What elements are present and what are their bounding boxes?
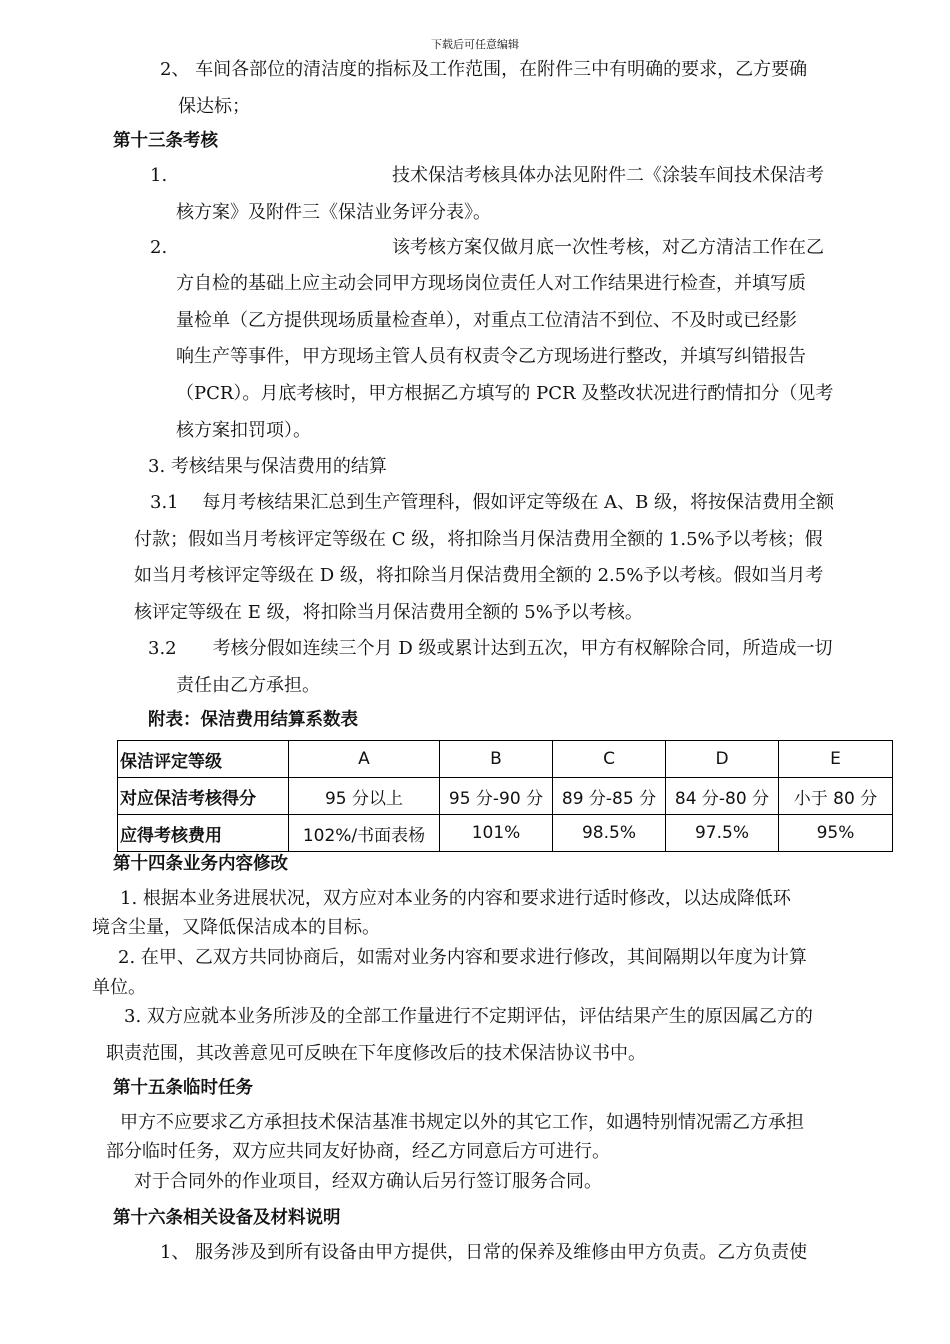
section-heading: 第十五条临时任务 [113, 1078, 253, 1098]
text-line: 该考核方案仅做月底一次性考核，对乙方清洁工作在乙 [392, 237, 824, 258]
text-line: 3. 双方应就本业务所涉及的全部工作量进行不定期评估，评估结果产生的原因属乙方的 [124, 1006, 813, 1027]
table-cell: 95 分以上 [289, 778, 440, 815]
table-cell: 89 分-85 分 [553, 778, 666, 815]
table-cell: 97.5% [666, 815, 779, 852]
text-line: 技术保洁考核具体办法见附件二《涂装车间技术保洁考 [392, 165, 824, 186]
text-line: 响生产等事件，甲方现场主管人员有权责令乙方现场进行整改，并填写纠错报告 [176, 346, 806, 367]
text-line: 核方案扣罚项）。 [176, 420, 311, 441]
text-line: 核方案》及附件三《保洁业务评分表》。 [176, 202, 491, 223]
text-line: 单位。 [92, 977, 146, 998]
text-line: 境含尘量，又降低保洁成本的目标。 [92, 917, 380, 938]
table-cell: 101% [440, 815, 553, 852]
text-line: 2. 在甲、乙双方共同协商后，如需对业务内容和要求进行修改，其间隔期以年度为计算 [118, 947, 807, 968]
section-heading: 第十三条考核 [113, 131, 218, 151]
table-row [118, 741, 893, 778]
table-cell: C [553, 741, 666, 778]
table-cell: 小于 80 分 [779, 778, 893, 815]
table-cell: 应得考核费用 [118, 815, 289, 852]
text-line: 职责范围，其改善意见可反映在下年度修改后的技术保洁协议书中。 [106, 1043, 646, 1064]
text-line: （PCR）。月底考核时，甲方根据乙方填写的 PCR 及整改状况进行酌情扣分（见考 [176, 383, 834, 404]
table-cell: D [666, 741, 779, 778]
text-line: 方自检的基础上应主动会同甲方现场岗位责任人对工作结果进行检查，并填写质 [176, 273, 806, 294]
table-cell: 对应保洁考核得分 [118, 778, 289, 815]
section-heading: 第十六条相关设备及材料说明 [113, 1208, 341, 1228]
table-caption: 附表：保洁费用结算系数表 [148, 710, 358, 730]
table-cell: 98.5% [553, 815, 666, 852]
text-line: 甲方不应要求乙方承担技术保洁基准书规定以外的其它工作，如遇特别情况需乙方承担 [120, 1112, 804, 1133]
text-line: 1、 服务涉及到所有设备由甲方提供，日常的保养及维修由甲方负责。乙方负责使 [160, 1242, 808, 1263]
table-row [118, 778, 893, 815]
table-cell: A [289, 741, 440, 778]
text-line: 1. 根据本业务进展状况，双方应对本业务的内容和要求进行适时修改，以达成降低环 [120, 888, 791, 909]
text-line: 部分临时任务，双方应共同友好协商，经乙方同意后方可进行。 [106, 1141, 610, 1162]
text-line: 3. 考核结果与保洁费用的结算 [148, 456, 387, 477]
text-line: 3.1 每月考核结果汇总到生产管理科，假如评定等级在 A、B 级，将按保洁费用全额 [150, 492, 835, 513]
text-line: 付款；假如当月考核评定等级在 C 级，将扣除当月保洁费用全额的 1.5%予以考核；假 [134, 529, 823, 550]
text-line: 2. [150, 237, 168, 258]
table-row [118, 815, 893, 852]
text-line: 3.2 考核分假如连续三个月 D 级或累计达到五次，甲方有权解除合同，所造成一切 [148, 638, 833, 659]
text-line: 核评定等级在 E 级，将扣除当月保洁费用全额的 5%予以考核。 [134, 602, 643, 623]
text-line: 量检单（乙方提供现场质量检查单），对重点工位清洁不到位、不及时或已经影 [176, 310, 797, 331]
table-cell: E [779, 741, 893, 778]
table-cell: 95 分-90 分 [440, 778, 553, 815]
table-cell: 保洁评定等级 [118, 741, 289, 778]
text-line: 保达标； [178, 96, 250, 117]
header-note: 下载后可任意编辑 [431, 38, 519, 51]
table-cell: B [440, 741, 553, 778]
text-line: 如当月考核评定等级在 D 级，将扣除当月保洁费用全额的 2.5%予以考核。假如当月考 [134, 565, 824, 586]
table-cell: 102%/书面表杨 [289, 815, 440, 852]
text-line: 对于合同外的作业项目，经双方确认后另行签订服务合同。 [134, 1171, 602, 1192]
section-heading: 第十四条业务内容修改 [113, 854, 288, 874]
text-line: 2、 车间各部位的清洁度的指标及工作范围，在附件三中有明确的要求，乙方要确 [160, 59, 808, 80]
text-line: 1. [150, 165, 168, 186]
coefficient-table [117, 740, 893, 852]
table-cell: 95% [779, 815, 893, 852]
table-cell: 84 分-80 分 [666, 778, 779, 815]
text-line: 责任由乙方承担。 [176, 675, 320, 696]
